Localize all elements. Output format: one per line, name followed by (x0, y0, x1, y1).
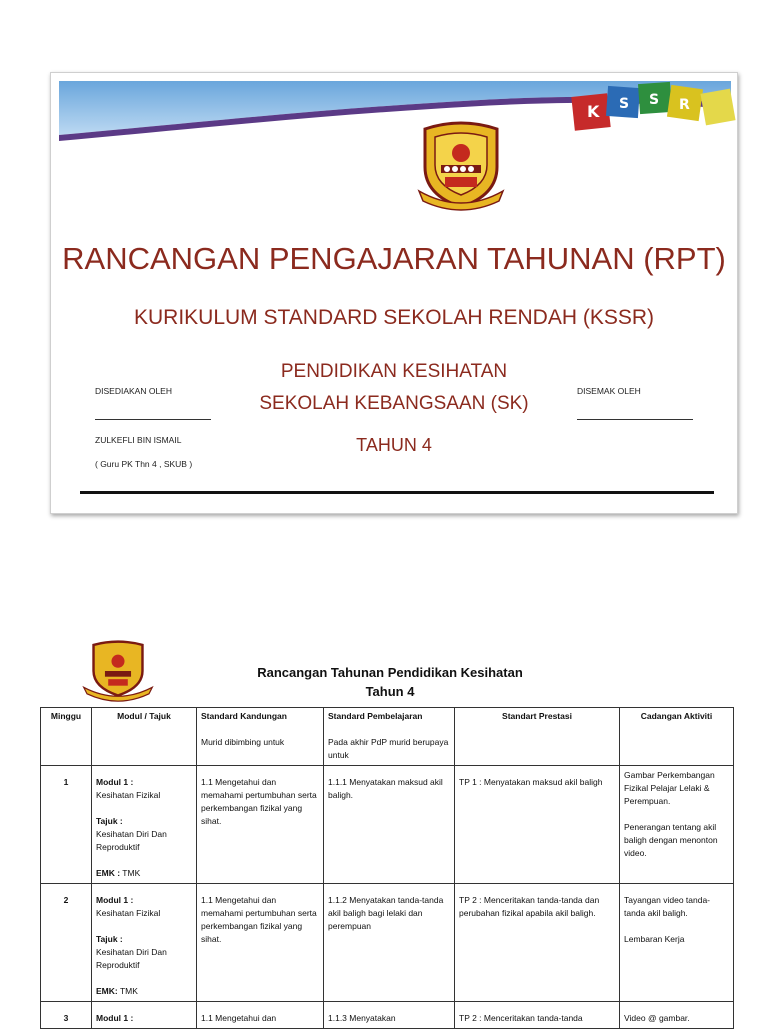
learning-standard-cell: 1.1.3 Menyatakan (324, 1002, 455, 1029)
performance-standard-cell: TP 1 : Menyatakan maksud akil baligh (455, 766, 620, 884)
header-activities: Cadangan Aktiviti (620, 708, 734, 766)
activities-cell: Tayangan video tanda-tanda akil baligh. Lembaran Kerja (620, 884, 734, 1002)
school-crest-small-icon (82, 640, 154, 702)
header-week: Minggu (41, 708, 92, 766)
cover-title: RANCANGAN PENGAJARAN TAHUNAN (RPT) (62, 241, 726, 276)
svg-text:K: K (587, 102, 600, 121)
week-cell: 1 (41, 766, 92, 884)
week-cell: 2 (41, 884, 92, 1002)
module-cell: Modul 1 : Kesihatan Fizikal Tajuk : Kesihatan Diri Dan Reproduktif EMK : TMK (92, 766, 197, 884)
table-title: Rancangan Tahunan Pendidikan Kesihatan (257, 665, 523, 680)
cover-page (50, 72, 738, 514)
curriculum-title: KURIKULUM STANDARD SEKOLAH RENDAH (KSSR) (133, 306, 655, 329)
content-standard-cell: 1.1 Mengetahui dan memahami pertumbuhan serta perkembangan fizikal yang sihat. (197, 766, 324, 884)
preparer-name: ZULKEFLI BIN ISMAIL (95, 435, 182, 445)
table-row (41, 766, 734, 884)
content-standard-cell: 1.1 Mengetahui dan memahami pertumbuhan serta perkembangan fizikal yang sihat. (197, 884, 324, 1002)
svg-text:S: S (619, 96, 630, 112)
learning-standard-cell: 1.1.1 Menyatakan maksud akil baligh. (324, 766, 455, 884)
header-module: Modul / Tajuk (92, 708, 197, 766)
banner-decoration (51, 73, 737, 143)
activities-cell: Gambar Perkembangan Fizikal Pelajar Lelaki & Perempuan. Penerangan tentang akil baligh dengan menonton video. (620, 766, 734, 884)
reviewed-by-label: DISEMAK OLEH (577, 386, 641, 396)
svg-text:R: R (679, 97, 690, 113)
learning-standard-cell: 1.1.2 Menyatakan tanda-tanda akil baligh bagi lelaki dan perempuan (324, 884, 455, 1002)
subject-line-2: SEKOLAH KEBANGSAAN (SK) (259, 393, 529, 414)
content-standard-cell: 1.1 Mengetahui dan (197, 1002, 324, 1029)
year-title: TAHUN 4 (356, 435, 432, 455)
prepared-signature-line (95, 419, 211, 420)
school-crest-icon (417, 119, 505, 211)
header-learning-standard: Standard Pembelajaran Pada akhir PdP murid berupaya untuk (324, 708, 455, 766)
svg-text:S: S (649, 92, 660, 108)
module-cell: Modul 1 : Kesihatan Fizikal Tajuk : Kesihatan Diri Dan Reproduktif EMK: TMK (92, 884, 197, 1002)
performance-standard-cell: TP 2 : Menceritakan tanda-tanda dan perubahan fizikal apabila akil baligh. (455, 884, 620, 1002)
performance-standard-cell: TP 2 : Menceritakan tanda-tanda (455, 1002, 620, 1029)
header-content-standard: Standard Kandungan Murid dibimbing untuk (197, 708, 324, 766)
preparer-role: ( Guru PK Thn 4 , SKUB ) (95, 459, 193, 469)
prepared-by-label: DISEDIAKAN OLEH (95, 386, 172, 396)
header-performance-standard: Standart Prestasi (455, 708, 620, 766)
week-cell: 3 (41, 1002, 92, 1029)
module-cell: Modul 1 : (92, 1002, 197, 1029)
subject-line-1: PENDIDIKAN KESIHATAN (280, 361, 508, 382)
rpt-table (40, 707, 734, 1029)
activities-cell: Video @ gambar. (620, 1002, 734, 1029)
table-row (41, 884, 734, 1002)
table-row (41, 1002, 734, 1029)
table-header-row (41, 708, 734, 766)
cover-divider (80, 491, 714, 494)
reviewed-signature-line (577, 419, 693, 420)
table-subtitle: Tahun 4 (365, 684, 415, 699)
